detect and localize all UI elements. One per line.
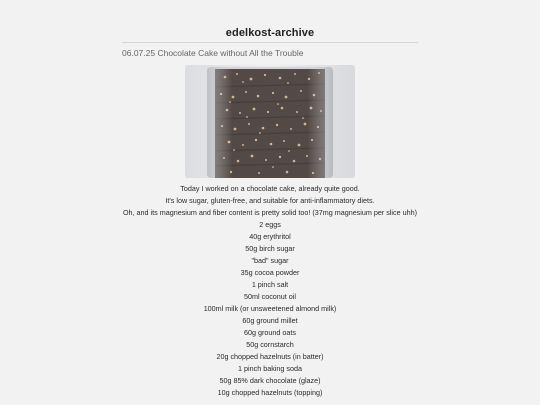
ingredient-item: 2 eggs — [259, 220, 281, 229]
ingredient-item: 35g cocoa powder — [240, 268, 300, 277]
intro-line: Oh, and its magnesium and fiber content is pretty solid too! (37mg magnesium per slice uhh) — [122, 208, 418, 217]
ingredient-item: 50g cornstarch — [246, 340, 294, 349]
ingredient-item: 60g ground oats — [244, 328, 296, 337]
ingredient-item: 1 pinch salt — [251, 280, 289, 289]
intro-line: Today I worked on a chocolate cake, already quite good. — [180, 184, 360, 193]
intro-line: It's low sugar, gluten-free, and suitable for anti-inflammatory diets. — [165, 196, 375, 205]
post-title[interactable]: 06.07.25 Chocolate Cake without All the Trouble — [122, 48, 304, 58]
ingredient-item: 50ml coconut oil — [244, 292, 296, 301]
ingredient-item: "bad" sugar — [251, 256, 289, 265]
ingredient-item: 40g erythritol — [249, 232, 291, 241]
ingredient-item: 100ml milk (or unsweetened almond milk) — [203, 304, 337, 313]
ingredient-item: 20g chopped hazelnuts (in batter) — [216, 352, 324, 361]
header-divider — [122, 42, 418, 43]
site-title-link[interactable]: edelkost-archive — [225, 27, 315, 39]
ingredient-item: 50g 85% dark chocolate (glaze) — [219, 376, 321, 385]
ingredient-item: 10g chopped hazelnuts (topping) — [217, 388, 323, 397]
ingredient-item: 60g ground millet — [242, 316, 298, 325]
post-body — [110, 183, 430, 399]
post-image — [185, 65, 355, 178]
ingredient-item: 50g birch sugar — [245, 244, 295, 253]
ingredient-item: 1 pinch baking soda — [238, 364, 302, 373]
